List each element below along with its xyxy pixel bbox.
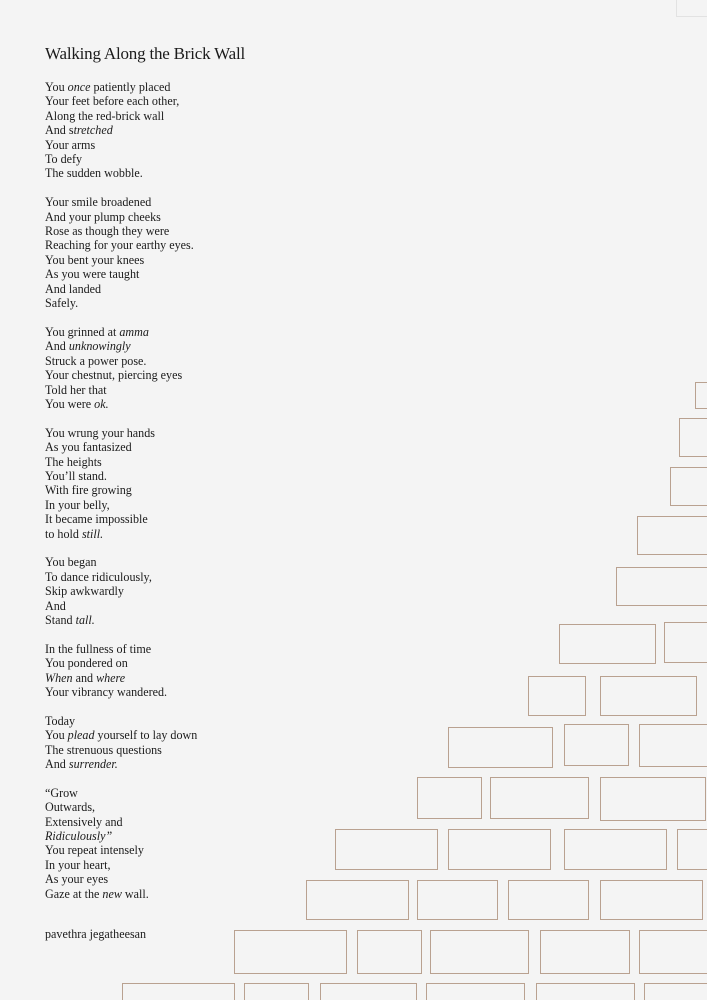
line-text: The strenuous questions (45, 742, 162, 757)
italic-text: Ridiculously” (45, 829, 113, 844)
brick (640, 931, 707, 974)
line-text: You (45, 728, 68, 743)
brick (307, 881, 409, 920)
italic-text: plead (67, 728, 95, 743)
brick (565, 725, 629, 766)
brick (617, 568, 707, 606)
brick (358, 931, 422, 974)
brick (638, 517, 707, 555)
brick (671, 468, 707, 506)
brick (680, 419, 707, 457)
line-text: With fire growing (45, 483, 132, 498)
line-text: and (72, 670, 97, 685)
italic-text: When (45, 670, 73, 685)
line-text: You wrung your hands (45, 425, 155, 440)
line-text: It became impossible (45, 512, 148, 527)
brick (640, 725, 707, 767)
line-text: As your eyes (45, 872, 109, 887)
line-text: You repeat intensely (45, 843, 144, 858)
line-text: And landed (45, 281, 102, 296)
italic-text: surrender. (68, 757, 118, 771)
line-text: patiently placed (90, 80, 171, 94)
line-text: And (45, 757, 69, 771)
line-text: And (45, 598, 66, 613)
brick (449, 830, 551, 870)
italic-text: amma (119, 324, 149, 339)
poem-title: Walking Along the Brick Wall (45, 44, 246, 63)
brick (601, 881, 703, 920)
line-text: And your plump cheeks (45, 209, 161, 224)
line-text: To defy (45, 152, 83, 167)
line-text: wall. (121, 886, 149, 901)
italic-text: where (96, 670, 126, 685)
brick (645, 984, 707, 1000)
brick (601, 778, 706, 821)
brick (541, 931, 630, 974)
brick (336, 830, 438, 870)
brick (601, 677, 697, 716)
line-text: Your arms (45, 137, 96, 152)
line-text: You were (45, 396, 95, 411)
brick (321, 984, 417, 1000)
line-text: Safely. (45, 296, 79, 311)
line-text: Your vibrancy wandered. (45, 684, 168, 699)
line-text: In your belly, (45, 497, 110, 512)
line-text: As you were taught (45, 267, 140, 282)
brick (418, 778, 482, 819)
line-text: Gaze at the (45, 886, 103, 901)
brick (491, 778, 589, 819)
brick (678, 830, 707, 870)
line-text: You bent your knees (45, 252, 145, 267)
line-text: You (45, 80, 68, 94)
brick (509, 881, 589, 920)
line-text: Stand (45, 612, 76, 627)
italic-text: tretched (73, 123, 113, 138)
line-text: The heights (45, 454, 102, 469)
line-text: You’ll stand. (45, 468, 107, 483)
line-text: Reaching for your earthy eyes. (45, 238, 194, 253)
line-text: In your heart, (45, 857, 111, 872)
line-text: Rose as though they were (45, 224, 170, 239)
line-text: Along the red-brick wall (45, 108, 165, 123)
line-text: You pondered on (45, 656, 128, 671)
italic-text: ok. (94, 396, 109, 411)
brick (565, 830, 667, 870)
line-text: Struck a power pose. (45, 353, 147, 368)
line-text: yourself to lay down (94, 728, 198, 743)
brick (449, 728, 553, 768)
brick (431, 931, 529, 974)
line-text: Your feet before each other, (45, 94, 180, 109)
brick (235, 931, 347, 974)
line-text: Skip awkwardly (45, 584, 124, 599)
line-text: To dance ridiculously, (45, 569, 152, 584)
brick (537, 984, 635, 1000)
brick (418, 881, 498, 920)
author-name: pavethra jegatheesan (45, 927, 147, 942)
line-text: Extensively and (45, 814, 123, 829)
italic-text: unknowingly (68, 339, 131, 354)
line-text: Your chestnut, piercing eyes (45, 368, 183, 383)
line-text: to hold (45, 526, 82, 541)
italic-text: once (67, 80, 91, 94)
line-text: “Grow (45, 785, 78, 800)
line-text: You began (45, 555, 97, 570)
brick (529, 677, 586, 716)
line-text: Your smile broadened (45, 195, 152, 210)
line-text: Told her that (45, 382, 107, 397)
line-text: As you fantasized (45, 440, 132, 455)
italic-text: tall. (75, 612, 95, 627)
line-text: Today (45, 713, 76, 728)
brick (560, 625, 656, 664)
line-text: Outwards, (45, 800, 96, 815)
line-text: In the fullness of time (45, 641, 152, 656)
brick (427, 984, 525, 1000)
italic-text: still. (81, 526, 104, 541)
line-text: You grinned at (45, 324, 120, 339)
line-text: And s (45, 123, 74, 138)
italic-text: new (102, 886, 122, 901)
brick (665, 623, 707, 663)
brick (123, 984, 235, 1000)
line-text: And (45, 339, 69, 354)
line-text: The sudden wobble. (45, 166, 143, 181)
brick (245, 984, 309, 1000)
brick (696, 383, 707, 409)
